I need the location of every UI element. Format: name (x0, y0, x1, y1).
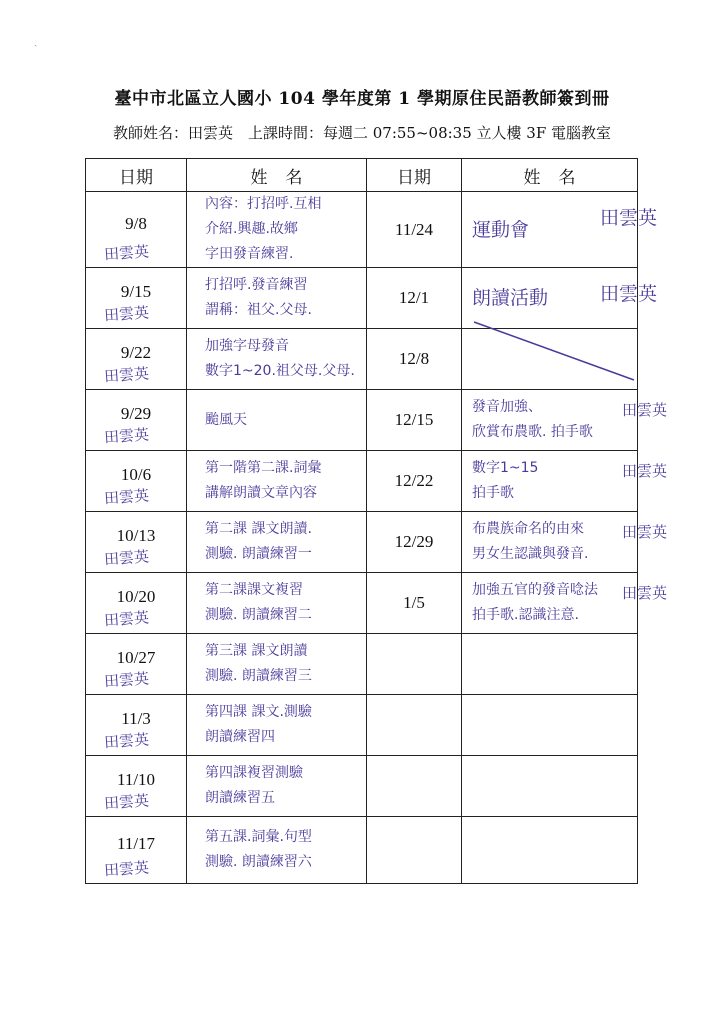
date-right: 11/24 (394, 219, 434, 239)
header-name-left-text: 姓名 (250, 167, 321, 188)
lesson-note: 加強字母發音 (205, 338, 289, 354)
header-name-left (187, 159, 367, 192)
date-cell-left (86, 329, 187, 390)
date-cell-right (367, 512, 462, 573)
table-row (86, 756, 638, 817)
signature-left: 田雲英 (103, 608, 150, 630)
header-name-right-text: 姓名 (523, 167, 594, 188)
date-left: 9/29 (120, 404, 152, 423)
signature-left: 田雲英 (103, 547, 150, 569)
table-row (86, 390, 638, 451)
date-left: 10/27 (116, 648, 156, 667)
signature-left: 田雲英 (103, 669, 150, 691)
lesson-note: 內容：打招呼.互相 (205, 196, 322, 212)
lesson-note: 運動會 (472, 218, 530, 241)
date-cell-left (86, 573, 187, 634)
date-cell-left (86, 390, 187, 451)
date-left: 11/10 (116, 770, 156, 789)
date-cell-right (367, 695, 462, 756)
header-name-right (462, 159, 638, 192)
date-cell-left (86, 817, 187, 884)
signature-left: 田雲英 (103, 486, 150, 508)
date-cell-right (367, 451, 462, 512)
lesson-note: 拍手歌.認識注意. (472, 607, 579, 623)
lesson-note: 介紹.興趣.故鄉 (205, 221, 298, 237)
table-row (86, 634, 638, 695)
lesson-note: 謂稱：祖父.父母. (205, 302, 312, 318)
date-cell-left (86, 512, 187, 573)
date-cell-right (367, 329, 462, 390)
date-cell-right (367, 634, 462, 695)
date-left: 9/15 (120, 282, 152, 301)
header-row (86, 159, 638, 192)
lesson-note: 數字1~15 (472, 460, 539, 476)
table-row (86, 695, 638, 756)
lesson-note: 第四課 課文.測驗 (205, 704, 312, 720)
content-cell-left (187, 451, 367, 512)
lesson-note: 朗讀活動 (472, 287, 549, 309)
date-right: 1/5 (403, 593, 425, 612)
content-cell-left (187, 329, 367, 390)
content-cell-left (187, 817, 367, 884)
date-cell-left (86, 634, 187, 695)
date-cell-left (86, 268, 187, 329)
date-cell-left (86, 695, 187, 756)
signature-left: 田雲英 (103, 364, 150, 386)
lesson-note: 第二課 課文朗讀. (205, 521, 312, 537)
lesson-note: 打招呼.發音練習 (205, 277, 308, 293)
lesson-note: 數字1~20.祖父母.父母. (205, 363, 355, 379)
content-cell-left (187, 192, 367, 268)
lesson-note: 朗讀練習五 (205, 790, 275, 806)
header-date-right: 日期 (367, 159, 462, 192)
page-title: 臺中市北區立人國小 104 學年度第 1 學期原住民語教師簽到冊 (114, 89, 610, 109)
lesson-note: 第二課課文複習 (205, 582, 303, 598)
content-cell-left (187, 268, 367, 329)
scan-mark: ˏ (34, 36, 38, 47)
date-cell-right (367, 192, 462, 268)
date-left: 10/6 (120, 465, 152, 484)
lesson-note: 發音加強、 (472, 399, 542, 415)
content-cell-right (462, 192, 657, 268)
content-cell-left (187, 390, 367, 451)
signature-right: 田雲英 (599, 207, 657, 229)
content-cell-left (187, 695, 367, 756)
date-cell-left (86, 451, 187, 512)
content-cell-right (462, 512, 667, 573)
lesson-note: 講解朗讀文章內容 (205, 485, 317, 501)
date-left: 11/3 (121, 709, 151, 728)
table-row (86, 192, 638, 268)
lesson-note: 拍手歌 (472, 485, 514, 501)
signature-left: 田雲英 (103, 425, 150, 447)
strike-line (470, 318, 640, 384)
content-cell-right (462, 634, 638, 695)
content-cell-left (187, 512, 367, 573)
signature-left: 田雲英 (103, 858, 150, 880)
date-right: 12/15 (394, 410, 434, 429)
table-row (86, 573, 638, 634)
date-left: 9/8 (125, 213, 147, 233)
content-cell-right (462, 390, 667, 451)
lesson-note: 布農族命名的由來 (472, 521, 584, 537)
content-cell-left (187, 634, 367, 695)
date-right: 12/8 (398, 349, 430, 368)
date-left: 10/20 (116, 587, 156, 606)
page-subtitle: 教師姓名：田雲英 上課時間：每週二 07:55~08:35 立人樓 3F 電腦教室 (112, 124, 612, 142)
date-cell-right (367, 390, 462, 451)
lesson-note: 男女生認識與發音. (472, 546, 589, 562)
date-right: 12/22 (394, 471, 434, 490)
lesson-note: 颱風天 (205, 411, 247, 428)
signature-left: 田雲英 (103, 242, 150, 264)
signature-left: 田雲英 (103, 303, 150, 325)
content-cell-right (462, 573, 667, 634)
table-row (86, 512, 638, 573)
lesson-note: 測驗. 朗讀練習三 (205, 668, 312, 684)
date-left: 10/13 (116, 526, 156, 545)
date-right: 12/1 (398, 288, 430, 307)
date-cell-left (86, 192, 187, 268)
content-cell-right (462, 451, 667, 512)
lesson-note: 第五課.詞彙.句型 (205, 829, 312, 845)
lesson-note: 欣賞布農歌. 拍手歌 (472, 424, 593, 440)
date-cell-right (367, 268, 462, 329)
signature-right: 田雲英 (621, 584, 667, 602)
date-cell-right (367, 817, 462, 884)
date-cell-left (86, 756, 187, 817)
lesson-note: 第三課 課文朗讀 (205, 643, 308, 659)
signature-right: 田雲英 (621, 462, 667, 480)
lesson-note: 第一階第二課.詞彙 (205, 460, 322, 476)
signature-left: 田雲英 (103, 730, 150, 752)
header-date-left: 日期 (86, 159, 187, 192)
lesson-note: 測驗. 朗讀練習一 (205, 546, 312, 562)
lesson-note: 第四課複習測驗 (205, 765, 303, 781)
date-right: 12/29 (394, 532, 434, 551)
lesson-note: 測驗. 朗讀練習六 (205, 854, 312, 870)
table-row (86, 451, 638, 512)
content-cell-left (187, 573, 367, 634)
table-row (86, 817, 638, 884)
date-cell-right (367, 573, 462, 634)
signature-right: 田雲英 (621, 401, 667, 419)
content-cell-right (462, 756, 638, 817)
signature-right: 田雲英 (621, 523, 667, 541)
content-cell-right (462, 817, 638, 884)
lesson-note: 字田發音練習. (205, 246, 294, 262)
date-left: 9/22 (120, 343, 152, 362)
signature-right: 田雲英 (599, 283, 657, 305)
date-left: 11/17 (116, 834, 156, 853)
date-cell-right (367, 756, 462, 817)
signature-left: 田雲英 (103, 791, 150, 813)
content-cell-left (187, 756, 367, 817)
lesson-note: 朗讀練習四 (205, 729, 275, 745)
lesson-note: 加強五官的發音唸法 (472, 582, 598, 598)
sign-in-table (85, 158, 667, 884)
content-cell-right (462, 695, 638, 756)
lesson-note: 測驗. 朗讀練習二 (205, 607, 312, 623)
